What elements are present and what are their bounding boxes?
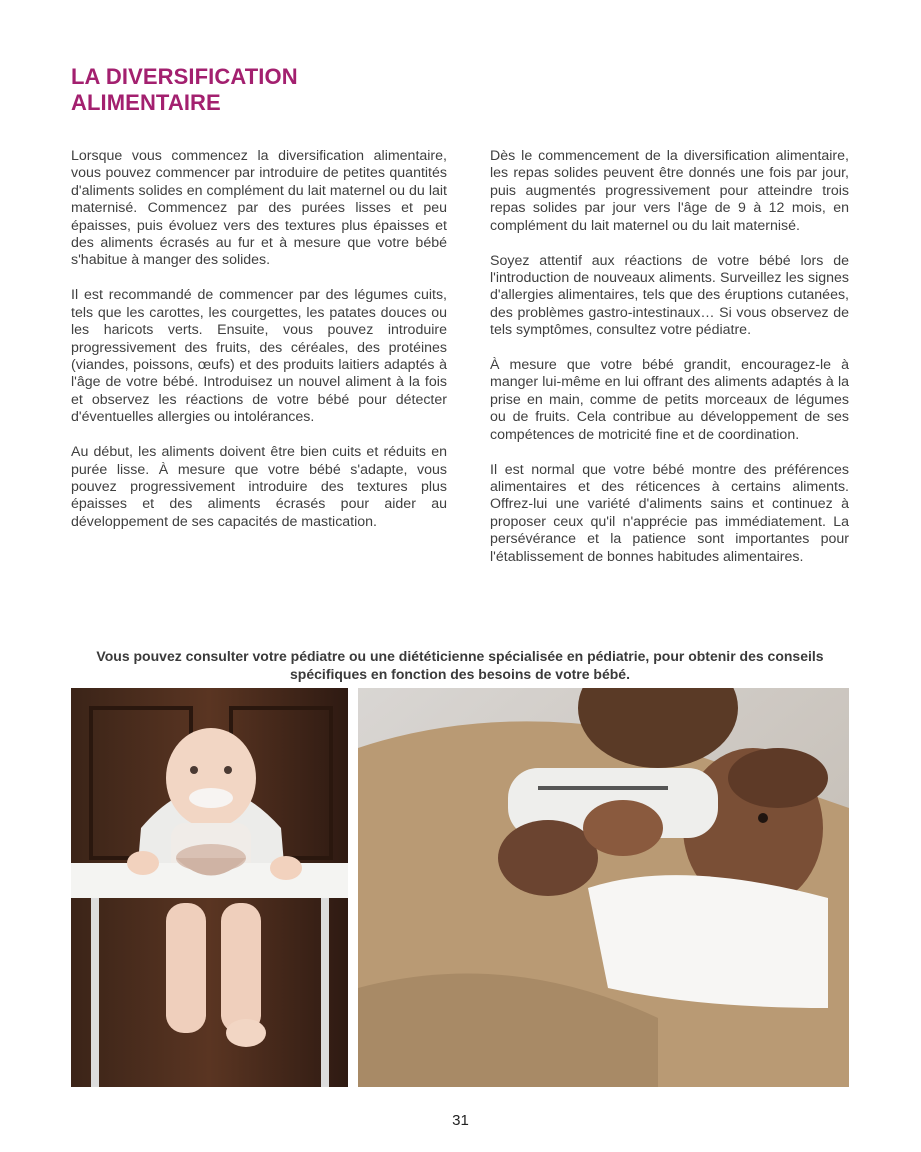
page-number: 31 xyxy=(452,1112,469,1129)
paragraph: Dès le commencement de la diversification alimentaire, les repas solides peuvent être donnés une fois par jour, puis augmentés progressivement pour atteindre trois repas solides par jour vers l'âge de 9 à 12 mois, en complément du lait maternel ou du lait maternisé. xyxy=(490,148,849,234)
paragraph: Soyez attentif aux réactions de votre bébé lors de l'introduction de nouveaux aliments. Surveillez les signes d'allergies alimentaires, tels que des éruptions cutanées, des problèmes gastro-intestinaux… Si vous observez de tels symptômes, consultez votre pédiatre. xyxy=(490,252,849,339)
page-title-line-1: LA DIVERSIFICATION xyxy=(71,64,298,89)
paragraph: Il est normal que votre bébé montre des préférences alimentaires et des réticences à certains aliments. Offrez-lui une variété d'aliments sains et continuez à proposer ceux qu'il n'apprécie pas immédiatement. La persévérance et la patience sont importantes pour l'établissement de bonnes habitudes alimentaires. xyxy=(490,461,849,565)
paragraph: Il est recommandé de commencer par des légumes cuits, tels que les carottes, les courgettes, les patates douces ou les haricots verts. Ensuite, vous pouvez introduire progressivement des fruits, des céréales, des protéines (viandes, poissons, œufs) et des produits laitiers adaptés à l'âge de votre bébé. Introduisez un nouvel aliment à la fois et observez les réactions de votre bébé pour détecter d'éventuelles allergies ou intolérances. xyxy=(71,287,447,426)
left-text-column xyxy=(71,148,447,549)
right-text-column xyxy=(490,148,849,584)
parent-bottle-feeding-baby-photo xyxy=(358,688,849,1087)
page-title xyxy=(71,64,298,116)
paragraph: Lorsque vous commencez la diversification alimentaire, vous pouvez commencer par introduire de petites quantités d'aliments solides en complément du lait maternel ou du lait maternisé. Commencez par des purées lisses et peu épaisses, puis évoluez vers des textures plus épaisses et des aliments écrasés au fur et à mesure que votre bébé s'habitue à manger des solides. xyxy=(71,148,447,269)
page-title-line-2: ALIMENTAIRE xyxy=(71,90,221,115)
baby-in-high-chair-photo xyxy=(71,688,348,1087)
tip-callout: Vous pouvez consulter votre pédiatre ou une diététicienne spécialisée en pédiatrie, pour obtenir des conseils spécifiques en fonction des besoins de votre bébé. xyxy=(96,648,824,682)
paragraph: Au début, les aliments doivent être bien cuits et réduits en purée lisse. À mesure que votre bébé s'adapte, vous pouvez progressivement introduire des textures plus épaisses et des aliments écrasés pour aider au développement de ses capacités de mastication. xyxy=(71,444,447,530)
paragraph: À mesure que votre bébé grandit, encouragez-le à manger lui-même en lui offrant des aliments adaptés à la prise en main, comme de petits morceaux de légumes ou de fruits. Cela contribue au développement de ses compétences de motricité fine et de coordination. xyxy=(490,357,849,443)
